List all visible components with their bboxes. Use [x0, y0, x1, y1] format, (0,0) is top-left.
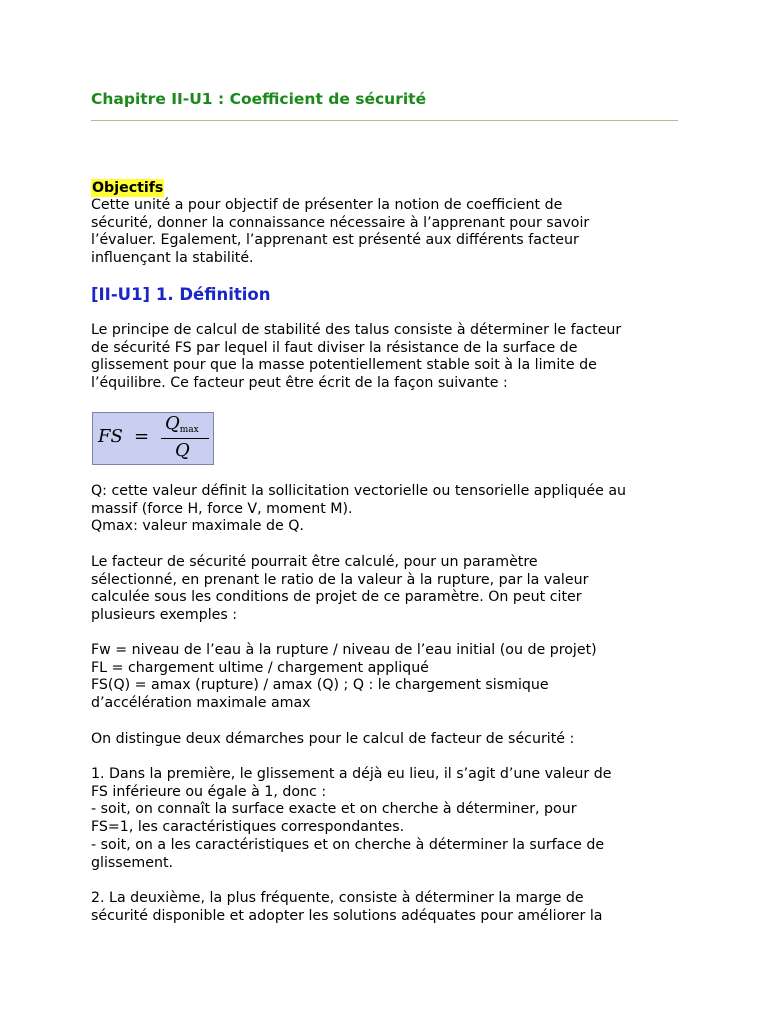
objectifs-line: Cette unité a pour objectif de présenter la notion de coefficient de — [91, 197, 563, 213]
exemple-line: FS(Q) = amax (rupture) / amax (Q) ; Q : le chargement sismique — [91, 677, 549, 694]
premiere-line: FS inférieure ou égale à 1, donc : — [91, 783, 327, 800]
q-line: Qmax: valeur maximale de Q. — [91, 518, 304, 535]
facteur-line: calculée sous les conditions de projet de ce paramètre. On peut citer — [91, 589, 582, 606]
deuxieme-line: 2. La deuxième, la plus fréquente, consiste à déterminer la marge de — [91, 890, 584, 906]
objectifs-paragraph — [91, 197, 691, 268]
deuxieme-demarche-paragraph — [91, 890, 691, 925]
q-definition-paragraph — [91, 483, 691, 536]
chapter-title: Chapitre II-U1 : Coefficient de sécurité — [91, 90, 427, 108]
formula-numerator — [165, 413, 199, 435]
premiere-line: FS=1, les caractéristiques correspondantes. — [91, 819, 405, 836]
principe-line: Le principe de calcul de stabilité des talus consiste à déterminer le facteur — [91, 322, 622, 338]
exemple-line: d’accélération maximale amax — [91, 695, 311, 712]
section-heading-definition: [II-U1] 1. Définition — [91, 285, 271, 304]
objectifs-label: Objectifs — [92, 180, 164, 196]
premiere-line: glissement. — [91, 854, 174, 871]
formula-numerator-subscript: max — [179, 425, 199, 435]
distingue-line: On distingue deux démarches pour le calcul de facteur de sécurité : — [91, 731, 575, 747]
exemples-paragraph — [91, 642, 691, 713]
formula-equals: = — [134, 426, 150, 447]
fs-formula — [92, 412, 214, 465]
formula-numerator-symbol: Q — [165, 413, 180, 434]
exemple-line: Fw = niveau de l’eau à la rupture / niveau de l’eau initial (ou de projet) — [91, 642, 597, 658]
title-divider — [91, 120, 678, 121]
deuxieme-line: sécurité disponible et adopter les solutions adéquates pour améliorer la — [91, 907, 603, 924]
principe-line: glissement pour que la masse potentiellement stable soit à la limite de — [91, 357, 597, 374]
formula-lhs: FS — [98, 426, 123, 447]
premiere-demarche-paragraph — [91, 766, 691, 872]
exemple-line: FL = chargement ultime / chargement appliqué — [91, 659, 429, 676]
facteur-paragraph — [91, 554, 691, 625]
premiere-line: - soit, on connaît la surface exacte et on cherche à déterminer, pour — [91, 801, 577, 818]
objectifs-line: l’évaluer. Egalement, l’apprenant est présenté aux différents facteur — [91, 232, 579, 249]
formula-fraction-bar — [161, 438, 209, 439]
principe-line: de sécurité FS par lequel il faut diviser la résistance de la surface de — [91, 339, 578, 356]
q-line: Q: cette valeur définit la sollicitation vectorielle ou tensorielle appliquée au — [91, 483, 627, 499]
premiere-line: 1. Dans la première, le glissement a déjà eu lieu, il s’agit d’une valeur de — [91, 766, 612, 782]
objectifs-line: influençant la stabilité. — [91, 250, 254, 267]
principe-line: l’équilibre. Ce facteur peut être écrit de la façon suivante : — [91, 375, 508, 392]
distingue-paragraph — [91, 731, 691, 749]
objectifs-line: sécurité, donner la connaissance nécessaire à l’apprenant pour savoir — [91, 214, 590, 231]
facteur-line: sélectionné, en prenant le ratio de la valeur à la rupture, par la valeur — [91, 571, 589, 588]
premiere-line: - soit, on a les caractéristiques et on cherche à déterminer la surface de — [91, 836, 605, 853]
principe-paragraph — [91, 322, 691, 393]
q-line: massif (force H, force V, moment M). — [91, 500, 353, 517]
facteur-line: plusieurs exemples : — [91, 607, 238, 624]
facteur-line: Le facteur de sécurité pourrait être calculé, pour un paramètre — [91, 554, 538, 570]
formula-denominator: Q — [175, 440, 190, 461]
